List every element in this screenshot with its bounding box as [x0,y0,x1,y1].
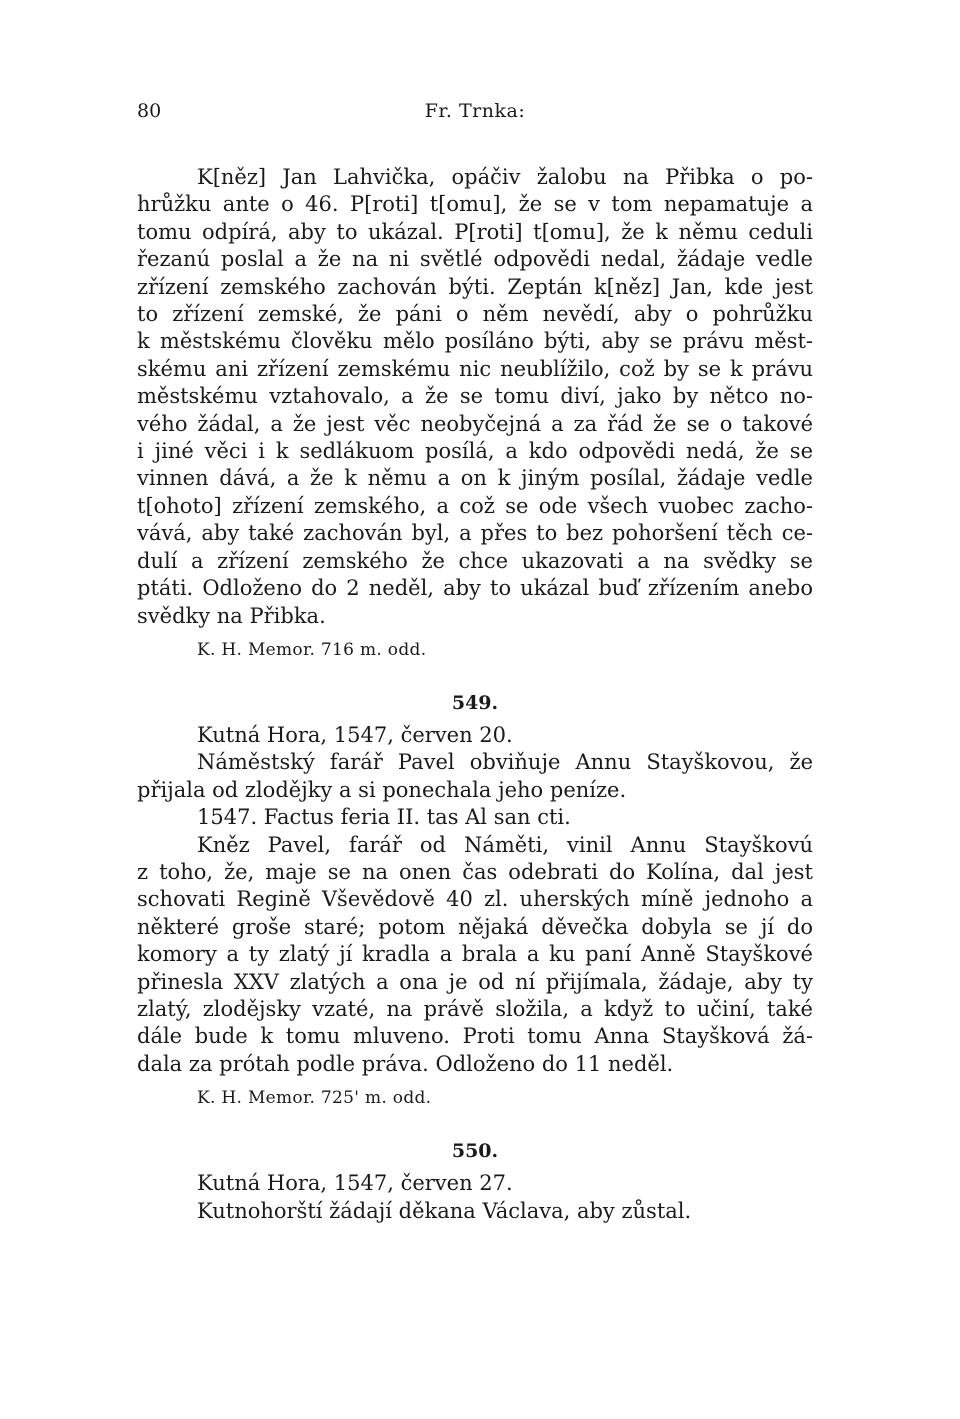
text-line: vého žádal, a že jest věc neobyčejná a za řád že se o takové [137,411,813,436]
text-line: hrůžku ante o 46. P[roti] t[omu], že se v tom nepamatuje a [137,192,813,217]
text-line: svědky na Přibka. [137,603,326,628]
text-line: z toho, že, maje se na onen čas odebrati do Kolína, dal jest [137,859,813,884]
text-line: komory a ty zlatý jí kradla a brala a ku paní Anně Stayškové [137,942,813,967]
source-citation: K. H. Memor. 716 m. odd. [197,639,427,660]
running-head [137,100,813,134]
entry-number-550: 550. [451,1140,499,1163]
text-line: městskému vztahovalo, a že se tomu diví, jako by nětco no- [137,384,813,409]
text-line: řezanú poslal a že na ni světlé odpovědi nedal, žádaje vedle [137,247,813,272]
text-line: to zřízení zemské, že páni o něm nevědí, aby o pohrůžku [137,302,813,327]
entry-summary: Kutnohorští žádají děkana Václava, aby zůstal. [197,1198,692,1223]
text-line: zlatý, zlodějsky vzaté, na právě složila, a když to učiní, také [137,996,813,1021]
text-line: dala za prótah podle práva. Odloženo do 11 neděl. [137,1051,674,1076]
text-line: i jiné věci i k sedlákuom posílá, a kdo odpovědi nedá, že se [137,439,813,464]
text-line: přinesla XXV zlatých a ona je od ní přijímala, žádaje, aby ty [137,969,813,994]
running-title: Fr. Trnka: [424,100,526,122]
text-line: skému ani zřízení zemskému nic neublížilo, což by se k právu [137,356,813,381]
text-line: schovati Regině Vševědově 40 zl. uherských míně jednoho a [137,887,813,912]
entry-548-text [137,164,813,662]
text-line: K[něz] Jan Lahvička, opáčiv žalobu na Přibka o po- [197,165,813,189]
place-date: Kutná Hora, 1547, červen 20. [197,722,513,747]
text-line: t[ohoto] zřízení zemského, a což se ode všech vuobec zacho- [137,493,813,518]
text-line: zřízení zemského zachován býti. Zeptán k[něz] Jan, kde jest [137,274,813,299]
page-number: 80 [137,100,162,122]
text-line: Kněz Pavel, farář od Náměti, vinil Annu Stayškovú [197,832,813,857]
text-line: tomu odpírá, aby to ukázal. P[roti] t[omu], že k němu ceduli [137,219,813,244]
text-line: vává, aby také zachován byl, a přes to bez pohoršení těch ce- [137,521,813,546]
source-citation: K. H. Memor. 725' m. odd. [197,1088,432,1109]
summary-line: Náměstský farář Pavel obviňuje Annu Stayškovou, že [197,750,813,775]
summary-line: přijala od zlodějky a si ponechala jeho peníze. [137,777,627,802]
text-line: dále bude k tomu mluveno. Proti tomu Anna Stayšková žá- [137,1024,813,1049]
entry-heading: 1547. Factus feria II. tas Al san cti. [197,805,571,830]
entry-549-summary [137,749,813,804]
text-line: vinnen dává, a že k němu a on k jiným posílal, žádaje vedle [137,466,813,491]
place-date: Kutná Hora, 1547, červen 27. [197,1171,513,1196]
entry-number-549: 549. [451,691,499,714]
entry-549-text [137,832,813,1111]
text-line: k městskému člověku mělo posíláno býti, aby se právu měst- [137,329,813,354]
text-line: ptáti. Odloženo do 2 neděl, aby to ukázal buď zřízením anebo [137,576,813,601]
text-line: některé groše staré; potom nějaká děvečka dobyla se jí do [137,914,813,939]
document-page [137,100,813,1225]
text-line: dulí a zřízení zemského že chce ukazovati a na svědky se [137,548,813,573]
